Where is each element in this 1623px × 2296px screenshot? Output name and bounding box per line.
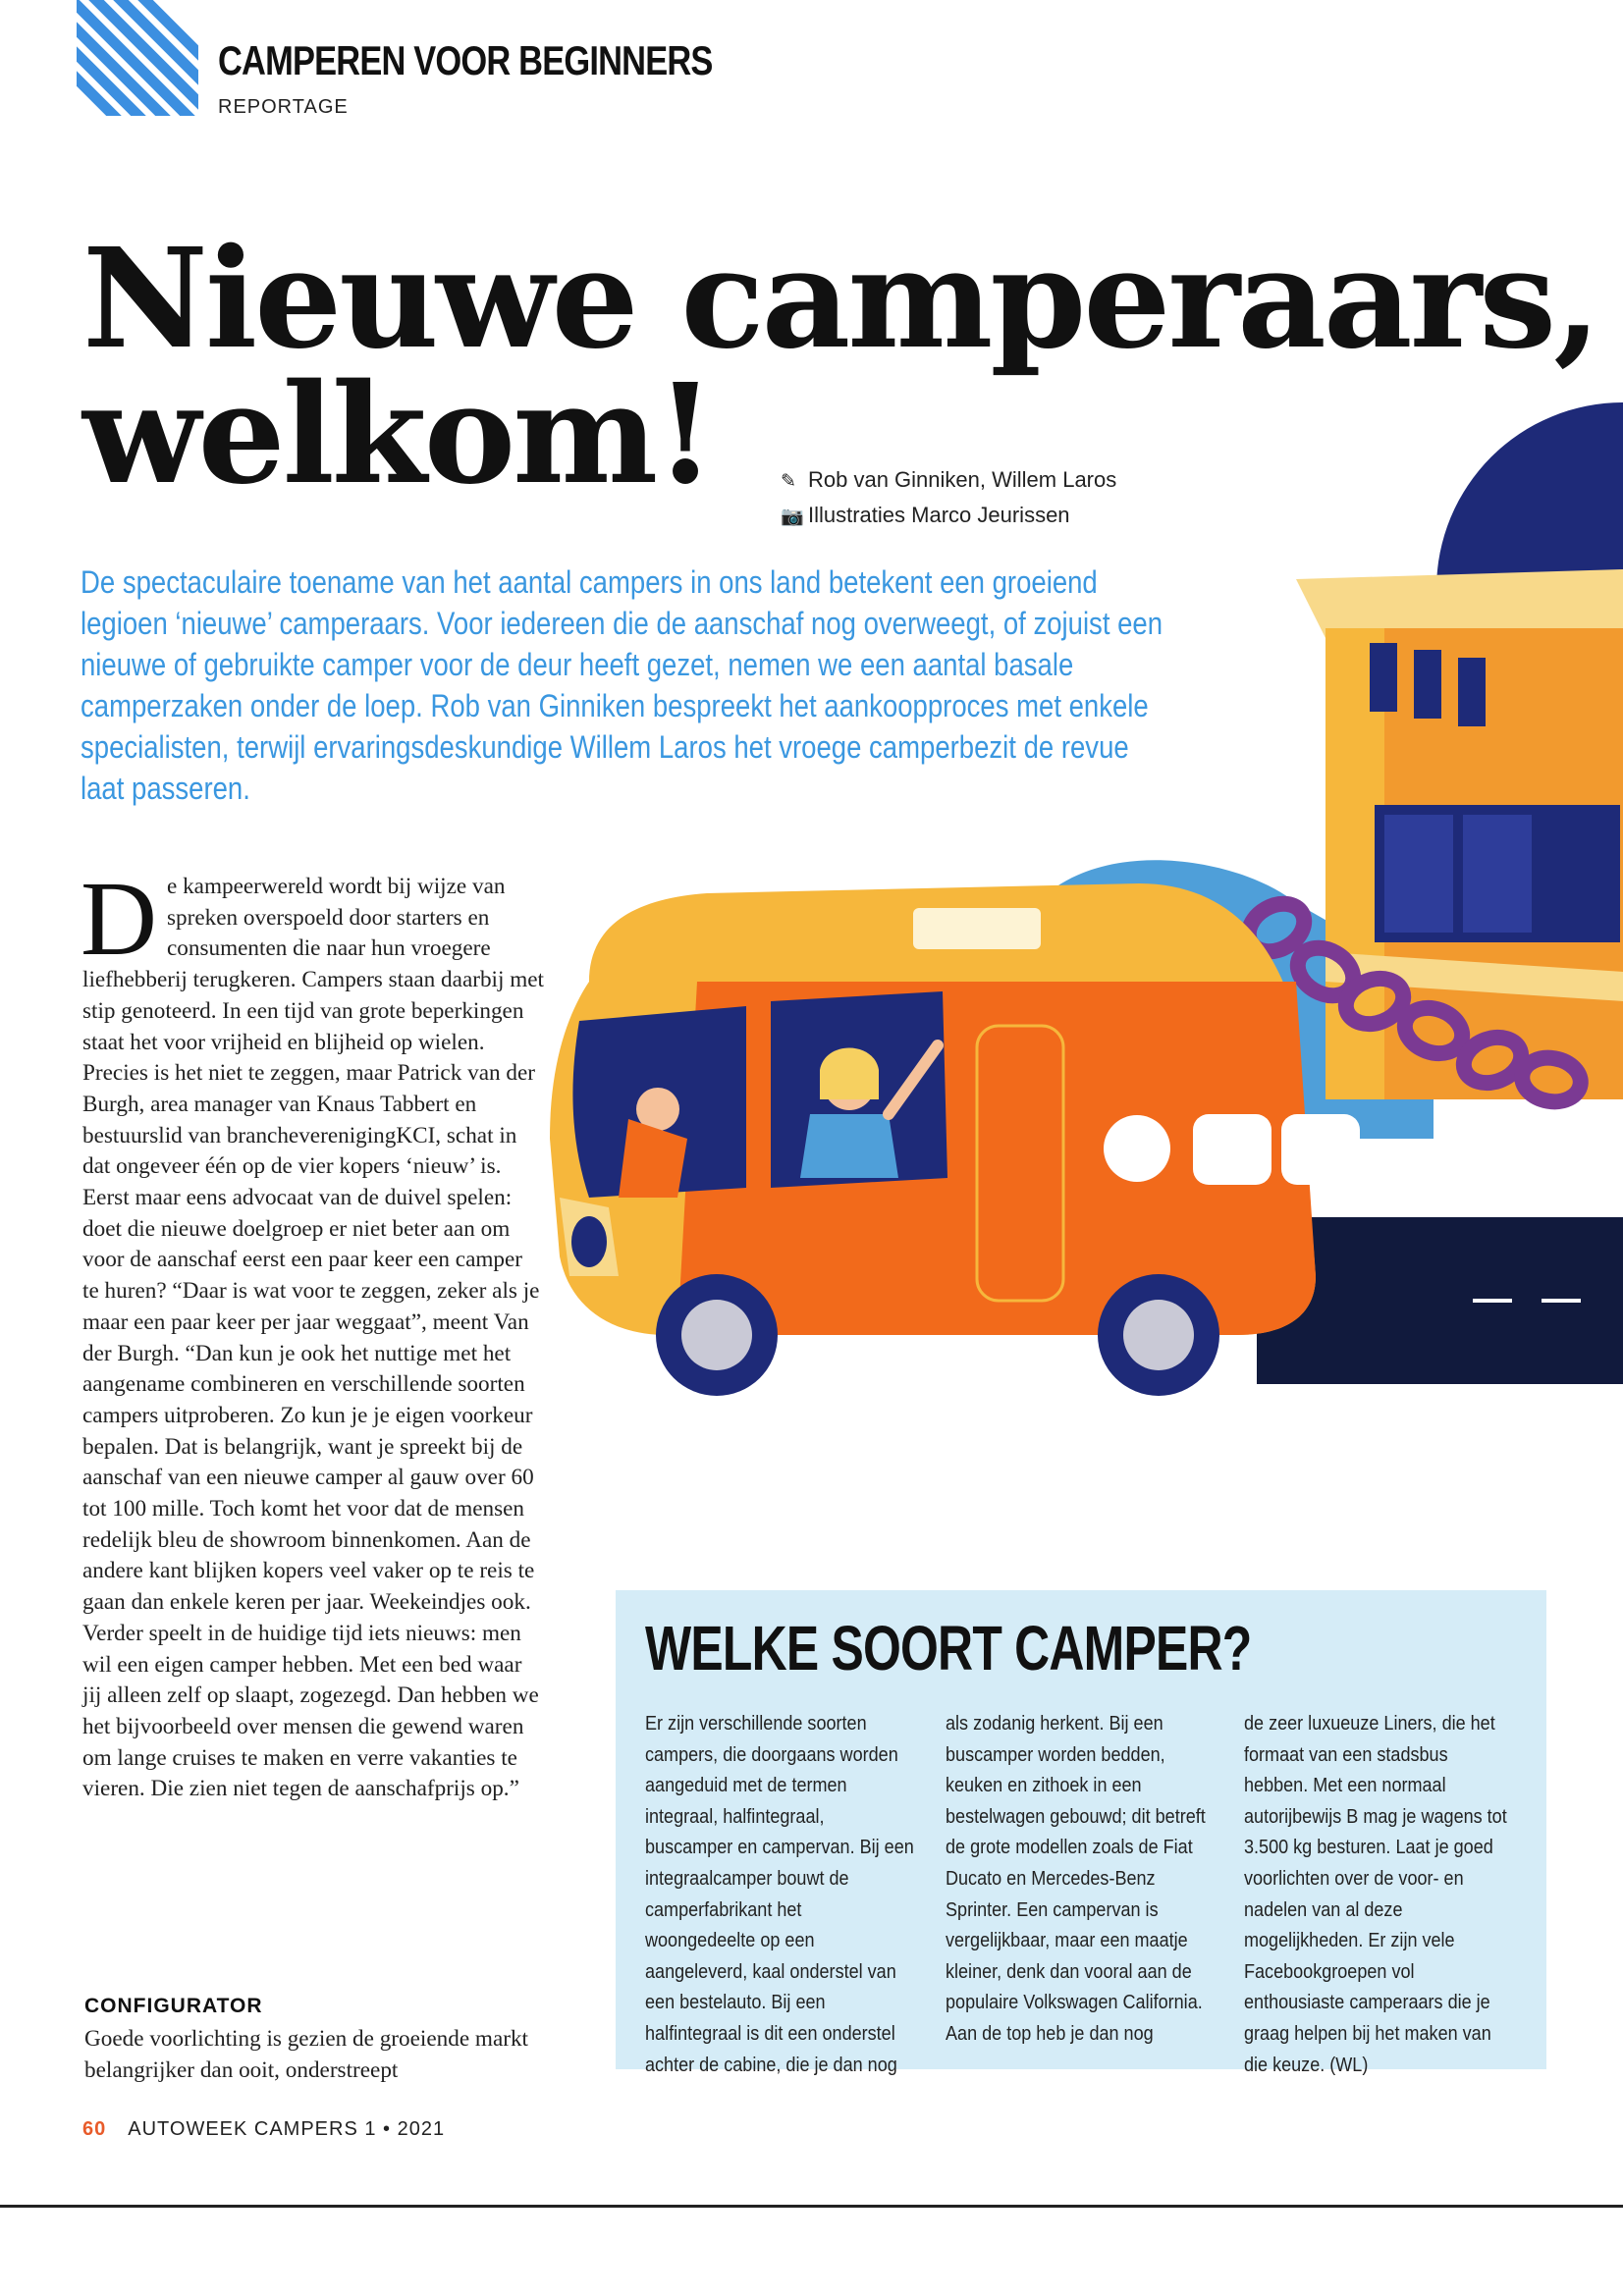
- info-box-title: WELKE SOORT CAMPER?: [645, 1613, 1252, 1683]
- headline-line-1: Nieuwe camperaars,: [82, 219, 1598, 380]
- pencil-icon: ✎: [781, 471, 796, 492]
- article-body: [81, 861, 544, 1805]
- info-box-column-1: Er zijn verschillende soorten campers, die doorgaans worden aangeduid met de termen integraal, halfintegraal, buscamper en campervan. Bij een integraalcamper bouwt de camperfabrikant het woongedeelte op een aangeleverd, kaal onderstel van een bestelauto. Bij een halfintegraal is dit een onderstel achter de cabine, die je dan nog: [645, 1712, 914, 2076]
- author-credit: Rob van Ginniken, Willem Laros: [808, 467, 1117, 492]
- headline-line-2: welkom!: [82, 354, 713, 515]
- bottom-rule: [0, 2205, 1623, 2208]
- section-title: CAMPEREN VOOR BEGINNERS: [218, 37, 713, 83]
- page-footer: [82, 2118, 445, 2141]
- drop-cap: D: [81, 861, 157, 978]
- section-stripes-logo: [77, 0, 198, 116]
- section-subtitle: REPORTAGE: [218, 96, 349, 118]
- article-paragraph-2: Goede voorlichting is gezien de groeiende markt belangrijker dan ooit, onderstreept: [84, 2026, 528, 2083]
- info-box-column-2: als zodanig herkent. Bij een buscamper worden bedden, keuken en zithoek in een bestelwagen gebouwd; dit betreft de grote modellen zoals de Fiat Ducato en Mercedes-Benz Sprinter. Een campervan is vergelijkbaar, maar een maatje kleiner, denk dan vooral aan de populaire Volkswagen California. Aan de top heb je dan nog: [946, 1712, 1206, 2045]
- article-subheading: CONFIGURATOR: [84, 1995, 263, 2017]
- intro-text: De spectaculaire toename van het aantal campers in ons land betekent een groeiend legioen ‘nieuwe’ camperaars. Voor iedereen die de aanschaf nog overweegt, of zojuist een nieuwe of gebruikte camper voor de deur heeft gezet, nemen we een aantal basale camperzaken onder de loep. Rob van Ginniken bespreekt het aankoopproces met enkele specialisten, terwijl ervaringsdeskundige Willem Laros het vroege camperbezit de revue laat passeren.: [81, 564, 1163, 806]
- article-paragraph: e kampeerwereld wordt bij wijze van spreken overspoeld door starters en consumenten die naar hun vroegere liefhebberij terugkeren. Campers staan daarbij met stip genoteerd. In een tijd van grote beperkingen staat het voor vrijheid en blijheid op wielen. Precies is het niet te zeggen, maar Patrick van der Burgh, area manager van Knaus Tabbert en bestuurslid van brancheverenigingKCI, schat in dat ongeveer één op de vier kopers ‘nieuw’ is. Eerst maar eens advocaat van de duivel spelen: doet die nieuwe doelgroep er niet beter aan om voor de aanschaf eerst een paar keer een camper te huren? “Daar is wat voor te zeggen, zeker als je maar een paar keer per jaar weggaat”, meent Van der Burgh. “Dan kun je ook het nuttige met het aangename combineren en verschillende soorten campers uitproberen. Zo kun je je eigen voorkeur bepalen. Dat is belangrijk, want je spreekt bij de aanschaf van een nieuwe camper al gauw over 60 tot 100 mille. Toch komt het voor dat de mensen redelijk bleu de showroom binnenkomen. Aan de andere kant blijken kopers veel vaker op te reis te gaan dan enkele keren per jaar. Weekeindjes ook. Verder speelt in de huidige tijd iets nieuws: men wil een eigen camper hebben. Met een bed waar jij alleen zelf op slaapt, zogezegd. Dan hebben we het bijvoorbeeld over mensen die gewend waren om lange cruises te maken en verre vakanties te vieren. Die zien niet tegen de aanschafprijs op.”: [82, 874, 544, 1802]
- illustration-credit: Illustraties Marco Jeurissen: [808, 503, 1070, 527]
- magazine-issue: AUTOWEEK CAMPERS 1 • 2021: [128, 2118, 446, 2140]
- page-number: 60: [82, 2118, 107, 2140]
- camera-icon: 📷: [781, 507, 804, 527]
- credits: [781, 463, 1116, 534]
- info-box-column-3: de zeer luxueuze Liners, die het formaat van een stadsbus hebben. Met een normaal autorijbewijs B mag je wagens tot 3.500 kg besturen. Laat je goed voorlichten over de voor- en nadelen van al deze mogelijkheden. Er zijn vele Facebookgroepen vol enthousiaste camperaars die je graag helpen bij het maken van die keuze. (WL): [1244, 1712, 1507, 2076]
